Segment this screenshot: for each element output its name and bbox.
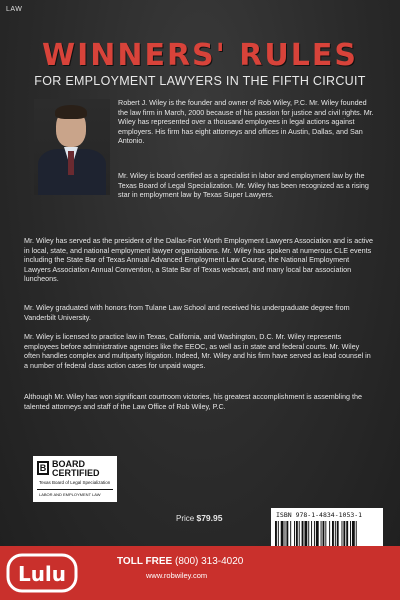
board-certified-logo: B [37,461,49,475]
price-value: $79.95 [196,513,223,523]
bio-paragraph-3: Mr. Wiley has served as the president of the Dallas-Fort Worth Employment Lawyers Association and is active in local, state, and national employment lawyer organizations. Mr. Wiley has spoken at numerous CLE events including the State Bar of Texas Annual Advanced Employment Law Course, the National Employment Lawyers Association Annual Convention, a State Bar of Texas webcast, and many local bar association luncheons. [24,236,374,284]
author-photo [34,99,110,195]
lulu-logo-mark [6,552,78,594]
bio-paragraph-2: Mr. Wiley is board certified as a specialist in labor and employment law by the Texas Board of Legal Specialization. Mr. Wiley has been recognized as a rising star in employment law by Texas Super Lawyers. [118,171,369,200]
toll-free-line [117,556,243,567]
bio-paragraph-6: Although Mr. Wiley has won significant courtroom victories, his greatest accomplishment is assembling the talented attorneys and staff of the Law Office of Rob Wiley, P.C. [24,392,362,411]
photo-hair [55,105,87,119]
bio-paragraph-1: Robert J. Wiley is the founder and owner of Rob Wiley, P.C. Mr. Wiley founded the law firm in March, 2000 because of his passion for justice and civil rights. Mr. Wiley has represented over a thousand employees in legal actions against employers. His firm has eight attorneys and offices in Austin, Dallas, and San Antonio. [118,98,374,146]
price [176,513,222,523]
toll-free-label: TOLL FREE [117,556,173,567]
photo-tie [68,151,74,175]
bio-paragraph-4: Mr. Wiley graduated with honors from Tulane Law School and received his undergraduate degree from Vanderbilt University. [24,303,350,322]
lulu-logo-text: Lulu [17,562,67,586]
board-certified-badge [33,456,117,502]
price-label: Price [176,514,195,523]
badge-line-4: LABOR AND EMPLOYMENT LAW [39,492,101,497]
bio-paragraph-5: Mr. Wiley is licensed to practice law in Texas, California, and Washington, D.C. Mr. Wiley represents employees before administrative agencies like the EEOC, as well as in state and federal courts. Mr. Wiley often handles complex and multiparty litigation. Indeed, Mr. Wiley and his firm have served as lead counsel in a number of federal class action cases for unpaid wages. [24,332,371,370]
lulu-logo [6,552,78,594]
badge-line-2: CERTIFIED [52,468,100,478]
book-title: WINNERS' RULES [42,38,358,73]
badge-line-1: BOARD [52,459,85,469]
badge-line-3: Texas Board of Legal Specialization [39,480,111,485]
phone-number: (800) 313-4020 [174,556,244,567]
category-label: LAW [6,6,23,13]
book-subtitle: FOR EMPLOYMENT LAWYERS IN THE FIFTH CIRCUIT [34,74,366,88]
isbn-text: ISBN 978-1-4834-1053-1 [276,511,363,519]
badge-divider [37,489,113,490]
website-url: www.robwiley.com [146,571,208,580]
